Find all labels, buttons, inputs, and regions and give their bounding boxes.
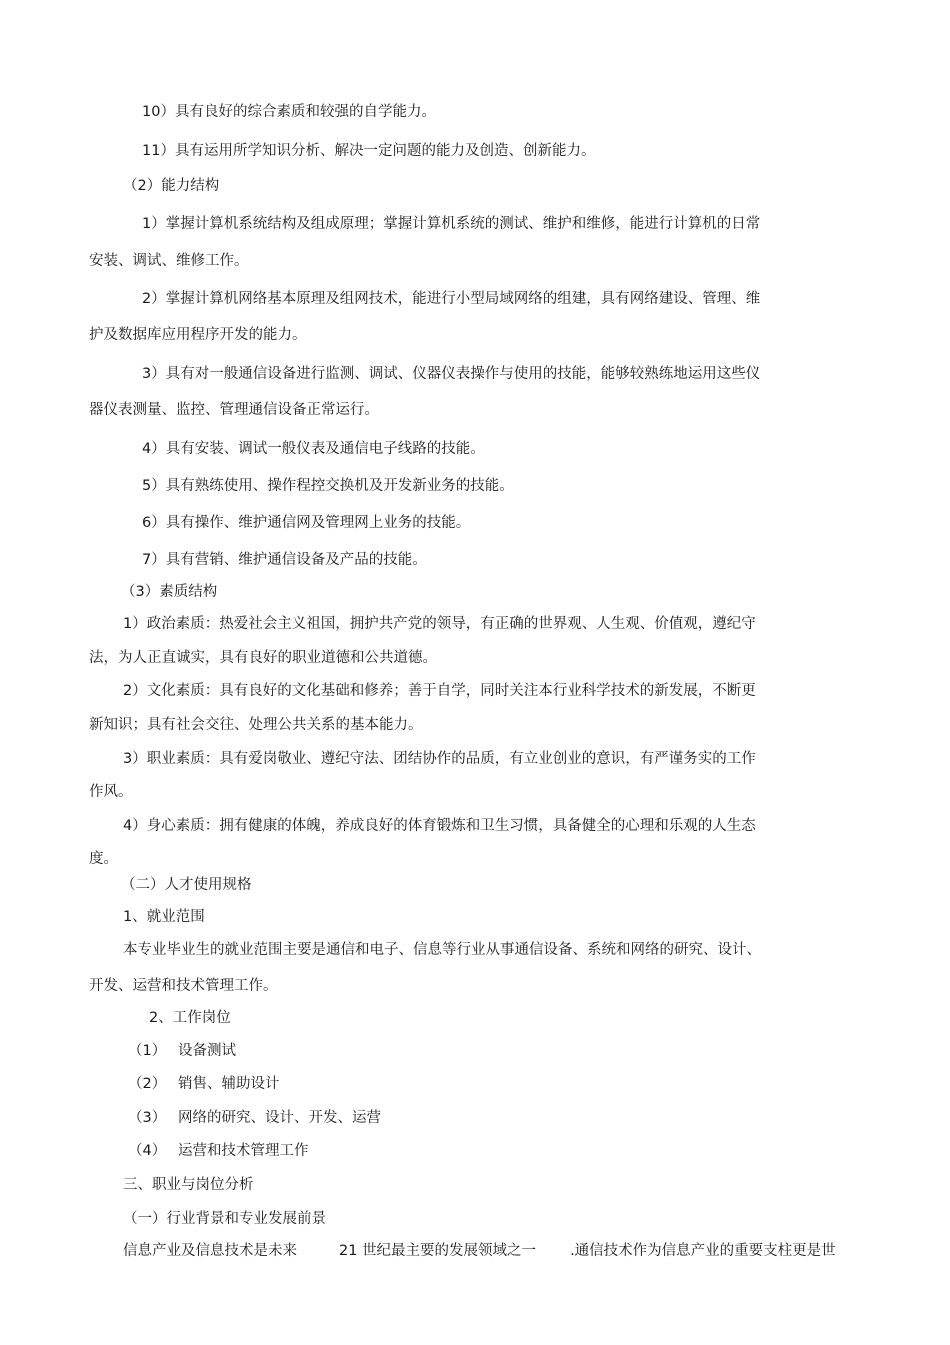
job-position-2 bbox=[128, 1075, 280, 1093]
job-position-3 bbox=[128, 1109, 381, 1127]
job-position-1 bbox=[128, 1042, 236, 1060]
job-position-number: （2） bbox=[128, 1076, 167, 1092]
subheading-employment-scope: 1、就业范围 bbox=[123, 909, 205, 925]
ability-structure-item-4: 4）具有安装、调试一般仪表及通信电子线路的技能。 bbox=[142, 441, 485, 457]
quality-item-cultural-cont: 新知识；具有社会交往、处理公共关系的基本能力。 bbox=[89, 717, 423, 733]
job-position-number: （4） bbox=[128, 1143, 167, 1159]
industry-background-text bbox=[123, 1242, 836, 1260]
ability-structure-item-3-cont: 器仪表测量、监控、管理通信设备正常运行。 bbox=[89, 402, 379, 418]
job-position-number: （1） bbox=[128, 1043, 167, 1059]
subheading-industry-background: （一）行业背景和专业发展前景 bbox=[123, 1211, 326, 1227]
quality-item-political-cont: 法，为人正直诚实，具有良好的职业道德和公共道德。 bbox=[89, 650, 437, 666]
ability-structure-item-2: 2）掌握计算机网络基本原理及组网技术，能进行小型局域网络的组建，具有网络建设、管理、维 bbox=[142, 291, 761, 307]
ability-item-11: 11）具有运用所学知识分析、解决一定问题的能力及创造、创新能力。 bbox=[142, 143, 596, 159]
industry-text-part-2: 21 世纪最主要的发展领域之一 bbox=[339, 1243, 537, 1259]
ability-structure-item-3: 3）具有对一般通信设备进行监测、调试、仪器仪表操作与使用的技能，能够较熟练地运用这些仪 bbox=[142, 366, 761, 382]
section-heading-quality-structure: （3）素质结构 bbox=[121, 584, 218, 600]
ability-structure-item-6: 6）具有操作、维护通信网及管理网上业务的技能。 bbox=[142, 515, 471, 531]
industry-text-part-3: .通信技术作为信息产业的重要支柱更是世 bbox=[570, 1243, 836, 1259]
quality-item-physical-cont: 度。 bbox=[89, 851, 118, 867]
job-position-4 bbox=[128, 1142, 309, 1160]
industry-text-part-1: 信息产业及信息技术是未来 bbox=[123, 1243, 297, 1259]
job-position-text: 运营和技术管理工作 bbox=[178, 1143, 309, 1159]
job-position-text: 销售、辅助设计 bbox=[178, 1076, 280, 1092]
job-position-text: 网络的研究、设计、开发、运营 bbox=[178, 1110, 381, 1126]
ability-structure-item-1: 1）掌握计算机系统结构及组成原理；掌握计算机系统的测试、维护和维修，能进行计算机的日常 bbox=[142, 216, 761, 232]
job-position-number: （3） bbox=[128, 1110, 167, 1126]
quality-item-professional: 3）职业素质：具有爱岗敬业、遵纪守法、团结协作的品质，有立业创业的意识，有严谨务实的工作 bbox=[123, 751, 756, 767]
section-heading-talent-usage: （二）人才使用规格 bbox=[121, 877, 252, 893]
section-heading-ability-structure: （2）能力结构 bbox=[123, 178, 220, 194]
ability-structure-item-7: 7）具有营销、维护通信设备及产品的技能。 bbox=[142, 552, 427, 568]
quality-item-political: 1）政治素质：热爱社会主义祖国，拥护共产党的领导，有正确的世界观、人生观、价值观，遵纪守 bbox=[123, 616, 756, 632]
quality-item-professional-cont: 作风。 bbox=[89, 784, 133, 800]
employment-scope-text: 本专业毕业生的就业范围主要是通信和电子、信息等行业从事通信设备、系统和网络的研究、设计、 bbox=[123, 942, 761, 958]
subheading-job-positions: 2、工作岗位 bbox=[149, 1010, 231, 1026]
quality-item-cultural: 2）文化素质：具有良好的文化基础和修养；善于自学，同时关注本行业科学技术的新发展，不断更 bbox=[123, 683, 756, 699]
quality-item-physical: 4）身心素质：拥有健康的体魄，养成良好的体育锻炼和卫生习惯，具备健全的心理和乐观的人生态 bbox=[123, 818, 756, 834]
ability-structure-item-5: 5）具有熟练使用、操作程控交换机及开发新业务的技能。 bbox=[142, 478, 514, 494]
ability-structure-item-1-cont: 安装、调试、维修工作。 bbox=[89, 253, 249, 269]
ability-item-10: 10）具有良好的综合素质和较强的自学能力。 bbox=[142, 104, 436, 120]
job-position-text: 设备测试 bbox=[178, 1043, 236, 1059]
section-heading-career-analysis: 三、职业与岗位分析 bbox=[123, 1177, 254, 1193]
employment-scope-text-cont: 开发、运营和技术管理工作。 bbox=[89, 978, 278, 994]
ability-structure-item-2-cont: 护及数据库应用程序开发的能力。 bbox=[89, 327, 307, 343]
